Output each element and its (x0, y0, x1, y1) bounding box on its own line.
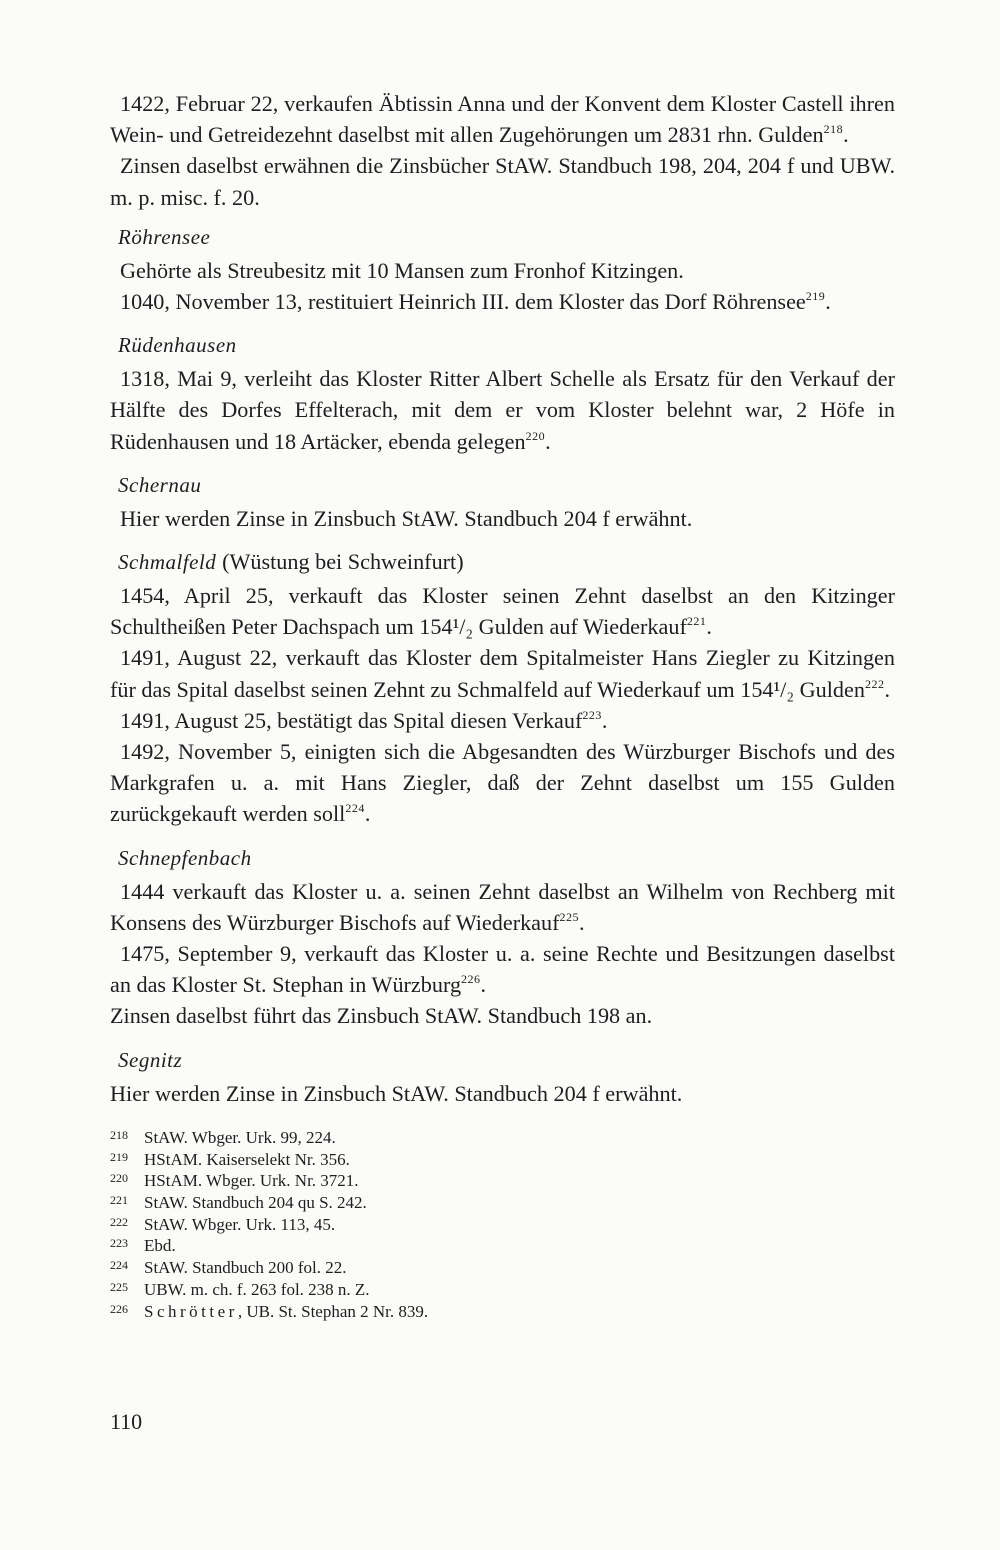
footnote-text: HStAM. Kaiserselekt Nr. 356. (144, 1149, 350, 1169)
page-body (110, 88, 895, 1322)
footnote-ref[interactable]: 224 (345, 801, 365, 816)
footnote-number: 226 (110, 1301, 128, 1316)
footnote-number: 223 (110, 1236, 128, 1251)
paragraph: Gehörte als Streubesitz mit 10 Mansen zum Fronhof Kitzingen. (120, 257, 684, 283)
section-roehrensee (110, 223, 895, 317)
footnote-ref[interactable]: 219 (805, 289, 826, 304)
footnote-text: Ebd. (144, 1236, 176, 1256)
footnote-number: 218 (110, 1127, 128, 1142)
paragraph: Hier werden Zinse in Zinsbuch StAW. Standbuch 204 f erwähnt. (110, 1080, 683, 1106)
footnote (110, 1257, 895, 1279)
section-heading: Schernau (118, 472, 202, 497)
footnote-number: 222 (110, 1214, 128, 1229)
footnote (110, 1279, 895, 1301)
section-heading: Rüdenhausen (118, 333, 237, 358)
paragraph: Hier werden Zinse in Zinsbuch StAW. Standbuch 204 f erwähnt. (120, 505, 693, 531)
footnote-text: StAW. Standbuch 200 fol. 22. (144, 1258, 347, 1278)
footnote-author: Schrötter (144, 1301, 238, 1321)
footnote (110, 1149, 895, 1171)
footnote (110, 1235, 895, 1257)
paragraph: 1491, August 22, verkauft das Kloster dem Spitalmeister Hans Ziegler zu Kitzingen für das Spital daselbst seinen Zehnt zu Schmalfeld auf Wiederkauf um 154¹/₂ Gulden$^{222}$. (110, 645, 895, 702)
footnote-number: 224 (110, 1258, 128, 1273)
footnote-ref[interactable]: 223 (582, 707, 602, 722)
footnote-text: StAW. Wbger. Urk. 99, 224. (144, 1127, 336, 1147)
paragraph: 1475, September 9, verkauft das Kloster u. a. seine Rechte und Besitzungen daselbst an das Kloster St. Stephan in Würzburg$^{226}$. (110, 941, 895, 998)
section-schernau (110, 471, 895, 534)
section-heading-note: (Wüstung bei Schweinfurt) (222, 549, 464, 575)
paragraph: Zinsen daselbst führt das Zinsbuch StAW. Standbuch 198 an. (110, 1003, 653, 1029)
footnote (110, 1127, 895, 1149)
footnote-number: 220 (110, 1171, 128, 1186)
footnote-text: UBW. m. ch. f. 263 fol. 238 n. Z. (144, 1279, 370, 1299)
paragraph: Zinsen daselbst erwähnen die Zinsbücher StAW. Standbuch 198, 204, 204 f und UBW. m. p. misc. f. 20. (110, 153, 895, 210)
paragraph: 1040, November 13, restituiert Heinrich III. dem Kloster das Dorf Röhrensee$^{219}$. (120, 289, 831, 315)
paragraph: 1492, November 5, einigten sich die Abgesandten des Würzburger Bischofs und des Markgrafen u. a. mit Hans Ziegler, daß der Zehnt daselbst um 155 Gulden zurückgekauft werden soll$^{224}$. (110, 739, 895, 827)
section-ruedenhausen (110, 331, 895, 457)
footnote-ref[interactable]: 226 (461, 972, 481, 987)
footnote (110, 1170, 895, 1192)
footnote (110, 1214, 895, 1236)
footnote (110, 1301, 895, 1323)
section-schnepfenbach (110, 844, 895, 1032)
footnotes (110, 1127, 895, 1322)
footnote-number: 219 (110, 1149, 128, 1164)
footnote-number: 221 (110, 1192, 128, 1207)
footnote-text: HStAM. Wbger. Urk. Nr. 3721. (144, 1171, 359, 1191)
paragraph: 1318, Mai 9, verleiht das Kloster Ritter Albert Schelle als Ersatz für den Verkauf der Hälfte des Dorfes Effelterach, mit dem er vom Kloster belehnt war, 2 Höfe in Rüdenhausen und 18 Artäcker, ebenda gelegen$^{220}$. (110, 366, 895, 454)
footnote-ref[interactable]: 222 (864, 676, 885, 691)
footnote-text: Schrötter, UB. St. Stephan 2 Nr. 839. (144, 1301, 429, 1321)
footnote-ref[interactable]: 225 (559, 909, 580, 924)
section-heading: Segnitz (118, 1047, 183, 1072)
paragraph: 1422, Februar 22, verkaufen Äbtissin Anna und der Konvent dem Kloster Castell ihren Wein- und Getreidezehnt daselbst mit allen Zugehörungen um 2831 rhn. Gulden$^{218}$. (110, 91, 895, 148)
section-heading: Schmalfeld (Wüstung bei Schweinfurt) (118, 549, 464, 575)
section-castell (110, 88, 895, 213)
footnote (110, 1192, 895, 1214)
footnote-ref[interactable]: 220 (525, 428, 546, 443)
page-number: 110 (110, 1409, 143, 1434)
section-heading: Röhrensee (118, 224, 211, 249)
section-heading: Schnepfenbach (118, 845, 252, 870)
paragraph: 1454, April 25, verkauft das Kloster seinen Zehnt daselbst an den Kitzinger Schultheißen Peter Dachspach um 154¹/₂ Gulden auf Wiederkauf$^{221}$. (110, 583, 895, 640)
paragraph: 1491, August 25, bestätigt das Spital diesen Verkauf$^{223}$. (120, 707, 608, 733)
section-segnitz (110, 1046, 895, 1109)
paragraph: 1444 verkauft das Kloster u. a. seinen Zehnt daselbst an Wilhelm von Rechberg mit Konsens des Würzburger Bischofs auf Wiederkauf$^{225}$. (110, 878, 895, 935)
section-schmalfeld (110, 548, 895, 830)
footnote-ref[interactable]: 218 (823, 122, 844, 137)
footnote-text: StAW. Standbuch 204 qu S. 242. (144, 1192, 367, 1212)
footnote-number: 225 (110, 1279, 128, 1294)
footnote-ref[interactable]: 221 (686, 614, 707, 629)
footnote-text: StAW. Wbger. Urk. 113, 45. (144, 1214, 336, 1234)
